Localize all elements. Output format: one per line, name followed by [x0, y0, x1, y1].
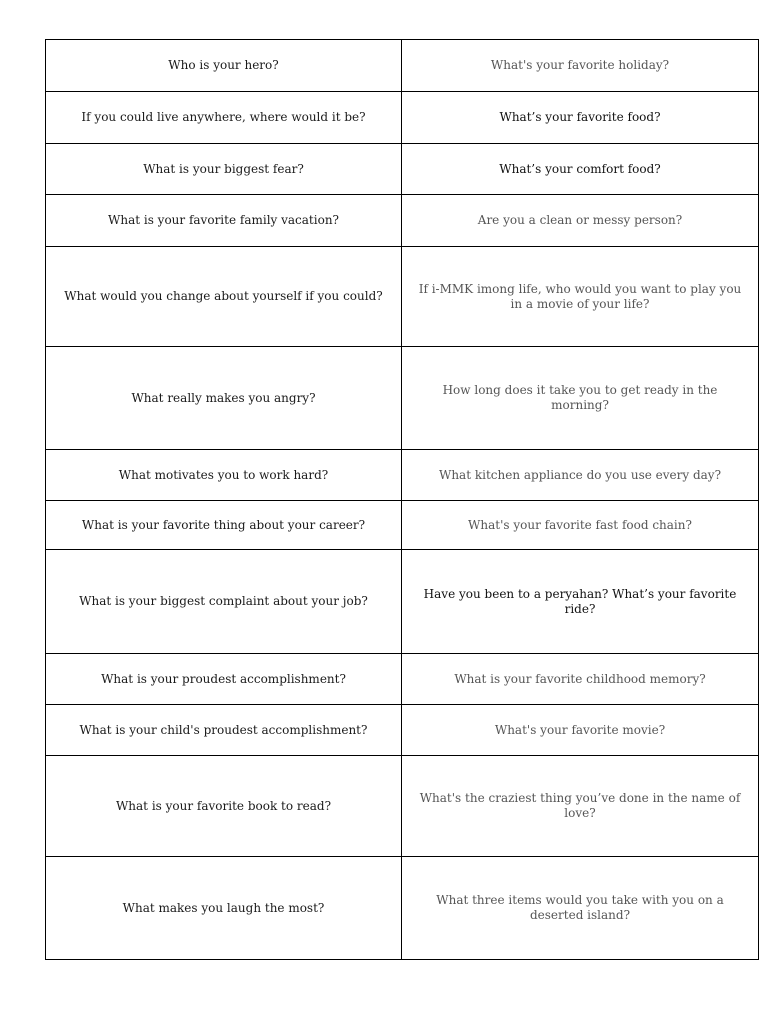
- question-card: What three items would you take with you on a deserted island?: [402, 857, 759, 960]
- card-row: [46, 144, 759, 195]
- card-row: [46, 705, 759, 756]
- question-card: What would you change about yourself if you could?: [46, 247, 402, 347]
- question-card: What's your favorite fast food chain?: [402, 501, 759, 550]
- card-row: [46, 654, 759, 705]
- question-card: Who is your hero?: [46, 40, 402, 92]
- question-card: If you could live anywhere, where would it be?: [46, 92, 402, 144]
- question-card: What really makes you angry?: [46, 347, 402, 450]
- card-row: [46, 92, 759, 144]
- question-card: If i-MMK imong life, who would you want to play you in a movie of your life?: [402, 247, 759, 347]
- card-row: [46, 756, 759, 857]
- card-row: [46, 550, 759, 654]
- question-card-sheet: [45, 39, 742, 960]
- question-card: What makes you laugh the most?: [46, 857, 402, 960]
- question-card: What is your favorite book to read?: [46, 756, 402, 857]
- question-card: Have you been to a peryahan? What’s your favorite ride?: [402, 550, 759, 654]
- question-card: What's the craziest thing you’ve done in the name of love?: [402, 756, 759, 857]
- question-card: What's your favorite movie?: [402, 705, 759, 756]
- question-card: Are you a clean or messy person?: [402, 195, 759, 247]
- card-row: [46, 347, 759, 450]
- question-card: What’s your favorite food?: [402, 92, 759, 144]
- question-card: What motivates you to work hard?: [46, 450, 402, 501]
- card-row: [46, 195, 759, 247]
- question-card: What's your favorite holiday?: [402, 40, 759, 92]
- card-row: [46, 247, 759, 347]
- question-card-grid: [45, 39, 759, 960]
- question-card: How long does it take you to get ready in the morning?: [402, 347, 759, 450]
- question-card: What is your favorite childhood memory?: [402, 654, 759, 705]
- question-card: What is your biggest complaint about your job?: [46, 550, 402, 654]
- question-card: What is your favorite thing about your career?: [46, 501, 402, 550]
- card-row: [46, 450, 759, 501]
- question-card: What kitchen appliance do you use every day?: [402, 450, 759, 501]
- question-card: What is your favorite family vacation?: [46, 195, 402, 247]
- question-card: What is your biggest fear?: [46, 144, 402, 195]
- card-row: [46, 501, 759, 550]
- card-row: [46, 857, 759, 960]
- question-card: What is your proudest accomplishment?: [46, 654, 402, 705]
- card-row: [46, 40, 759, 92]
- question-card: What’s your comfort food?: [402, 144, 759, 195]
- question-card: What is your child's proudest accomplishment?: [46, 705, 402, 756]
